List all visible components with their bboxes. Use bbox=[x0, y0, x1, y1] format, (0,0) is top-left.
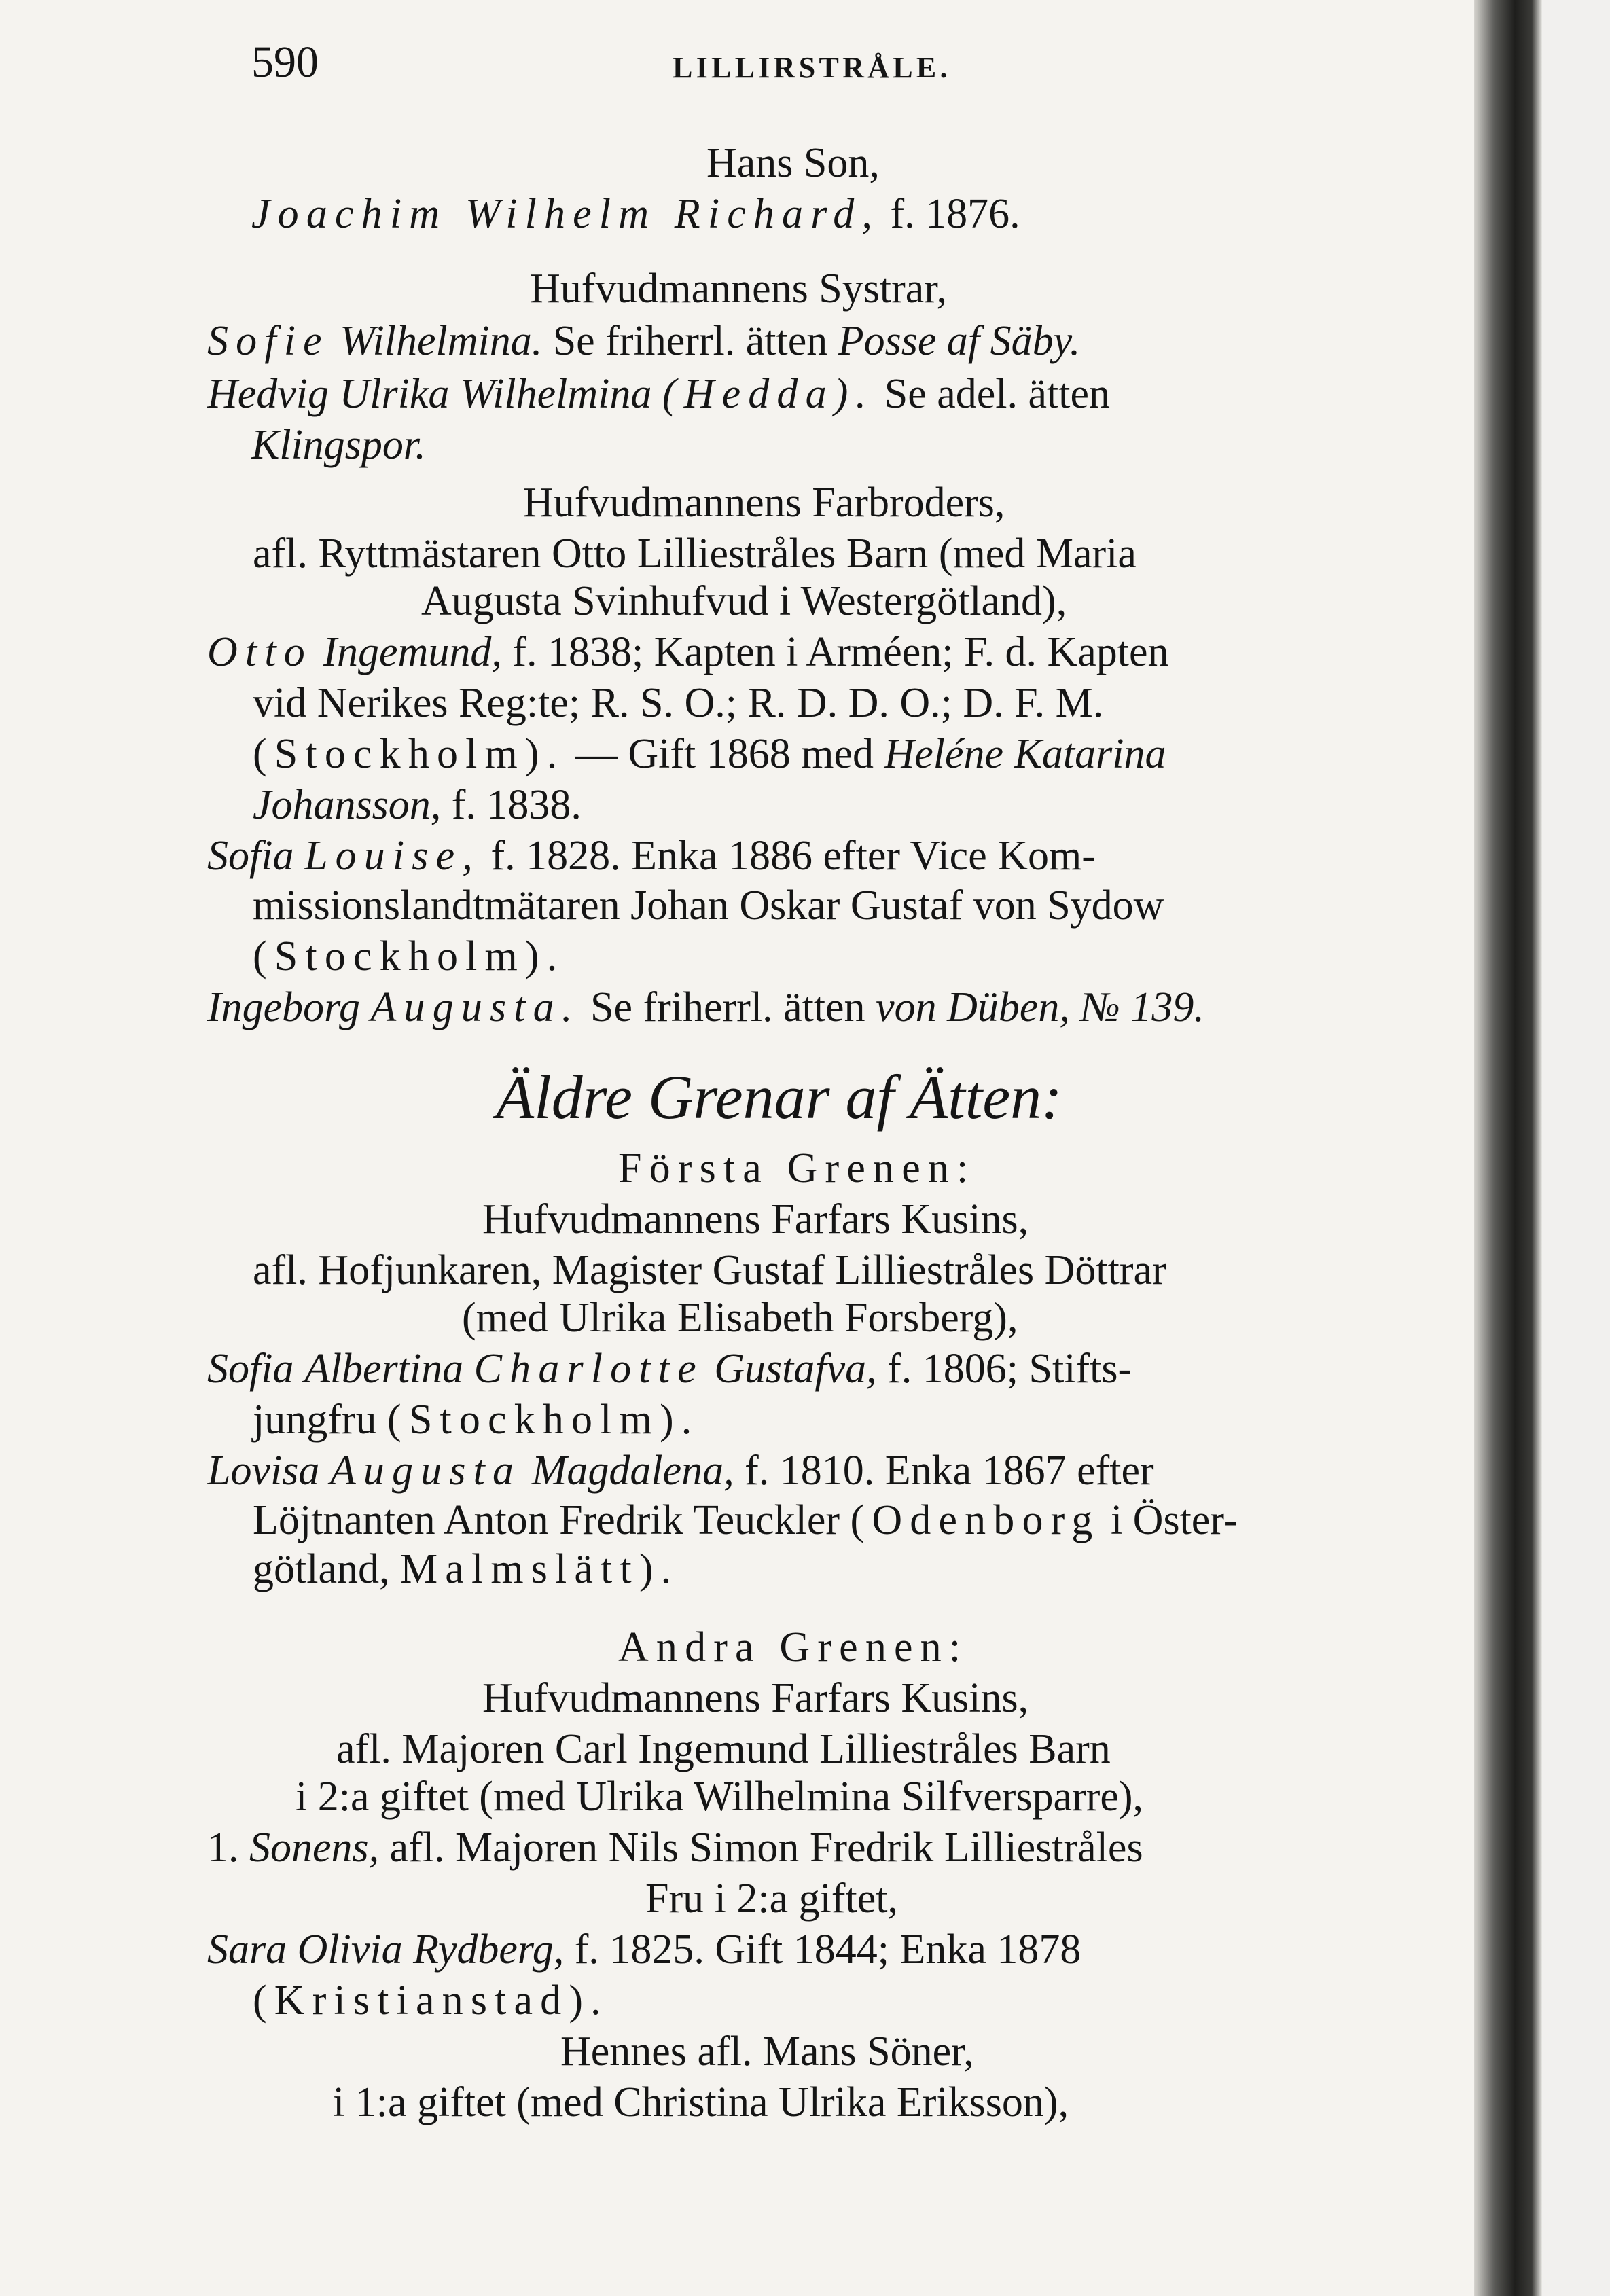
lovisa-entry bbox=[207, 1443, 1154, 1498]
sonens-entry bbox=[207, 1820, 1143, 1875]
sister2-name-b: (Hedda). bbox=[662, 371, 874, 417]
otto-line2: vid Nerikes Reg:te; R. S. O.; R. D. D. O.; D. F. M. bbox=[253, 680, 1104, 726]
lovisa-rest: f. 1810. Enka 1867 efter bbox=[745, 1448, 1154, 1494]
branch2-sub: Hufvudmannens Farfars Kusins, bbox=[482, 1675, 1029, 1721]
sofia-a-rest: f. 1806; Stifts- bbox=[887, 1346, 1132, 1392]
otto-line1-rest: f. 1838; Kapten i Arméen; F. d. Kapten bbox=[512, 629, 1169, 675]
branch2-line1: afl. Majoren Carl Ingemund Lilliestråles Barn bbox=[336, 1726, 1111, 1772]
sister2-family: Klingspor. bbox=[251, 422, 426, 468]
otto-name-b: Ingemund, bbox=[323, 629, 502, 675]
otto-wife-a: Heléne bbox=[884, 731, 1004, 777]
ingeborg-number: № 139. bbox=[1080, 984, 1204, 1030]
sara-name-b: Olivia bbox=[297, 1926, 403, 1973]
otto-wife-surname: Johansson, bbox=[253, 782, 442, 828]
ingeborg-ref: Se friherrl. ätten bbox=[590, 984, 865, 1030]
sonens-word: Sonens, bbox=[249, 1825, 380, 1871]
sister1-entry bbox=[207, 314, 1080, 368]
running-title: LILLIRSTRÅLE. bbox=[673, 51, 951, 84]
sofia-name-b: Louise, bbox=[304, 833, 480, 879]
sofia-name-a: Sofia bbox=[207, 833, 294, 879]
lovisa-name-b: Augusta bbox=[329, 1448, 522, 1494]
sara-name-c: Rydberg, bbox=[413, 1926, 565, 1973]
son-birth: f. 1876. bbox=[890, 191, 1020, 237]
otto-name-a: Otto bbox=[207, 629, 312, 675]
sister1-family: Posse af Säby. bbox=[838, 318, 1081, 364]
sister1-name-b: Wilhelmina. bbox=[340, 318, 543, 364]
lovisa-line2-c: i Öster- bbox=[1110, 1497, 1238, 1543]
sofia-line2: missionslandtmätaren Johan Oskar Gustaf von Sydow bbox=[253, 882, 1164, 929]
sister2-ref: Se adel. ätten bbox=[884, 371, 1110, 417]
hennes-line1: Hennes afl. Mans Söner, bbox=[560, 2028, 974, 2075]
sara-line2: (Kristianstad). bbox=[253, 1977, 609, 2024]
sofia-entry bbox=[207, 829, 1096, 883]
son-heading: Hans Son, bbox=[706, 140, 880, 186]
sonens-line2: Fru i 2:a giftet, bbox=[645, 1876, 898, 1922]
sonens-rest: afl. Majoren Nils Simon Fredrik Lilliestråles bbox=[389, 1825, 1143, 1871]
otto-wife-b: Katarina bbox=[1014, 731, 1166, 777]
otto-line3 bbox=[253, 727, 1166, 781]
ingeborg-name-b: Augusta. bbox=[370, 984, 580, 1030]
branch1-heading: Första Grenen: bbox=[618, 1145, 976, 1191]
branch1-line2: (med Ulrika Elisabeth Forsberg), bbox=[462, 1295, 1018, 1341]
otto-wife-birth: f. 1838. bbox=[451, 782, 582, 828]
sofia-albertina-entry bbox=[207, 1342, 1132, 1396]
otto-entry bbox=[207, 625, 1169, 679]
ingeborg-name-a: Ingeborg bbox=[207, 984, 360, 1030]
page-number: 590 bbox=[251, 37, 319, 87]
lovisa-line2-a: Löjtnanten Anton Fredrik Teuckler bbox=[253, 1497, 840, 1543]
branch2-heading: Andra Grenen: bbox=[618, 1624, 969, 1670]
page-margin bbox=[1542, 0, 1610, 2296]
sister1-ref: Se friherrl. ätten bbox=[552, 318, 828, 364]
sisters-heading: Hufvudmannens Systrar, bbox=[530, 266, 947, 312]
sofia-a-name-c: Charlotte bbox=[473, 1346, 704, 1392]
sara-rest: f. 1825. Gift 1844; Enka 1878 bbox=[574, 1926, 1081, 1973]
otto-marriage: — Gift 1868 med bbox=[575, 731, 874, 777]
uncle-heading: Hufvudmannens Farbroders, bbox=[523, 480, 1005, 526]
lovisa-line2 bbox=[253, 1493, 1237, 1547]
sara-entry bbox=[207, 1922, 1081, 1977]
sofia-albertina-line2 bbox=[253, 1393, 699, 1447]
sister2-name-a: Hedvig Ulrika Wilhelmina bbox=[207, 371, 652, 417]
sara-name-a: Sara bbox=[207, 1926, 287, 1973]
older-branches-heading: Äldre Grenar af Ätten: bbox=[496, 1062, 1062, 1132]
sister1-name-a: Sofie bbox=[207, 318, 329, 364]
otto-place: (Stockholm). bbox=[253, 731, 565, 777]
sofia-line3: (Stockholm). bbox=[253, 933, 565, 980]
hennes-line2: i 1:a giftet (med Christina Ulrika Eriksson), bbox=[333, 2079, 1069, 2125]
sister2-entry bbox=[207, 367, 1110, 421]
sofia-line1-rest: f. 1828. Enka 1886 efter Vice Kom- bbox=[490, 833, 1096, 879]
lovisa-line3-a: götland, bbox=[253, 1546, 390, 1592]
branch1-line1: afl. Hofjunkaren, Magister Gustaf Lilliestråles Döttrar bbox=[253, 1247, 1166, 1293]
lovisa-name-a: Lovisa bbox=[207, 1448, 320, 1494]
sofia-a-name-d: Gustafva, bbox=[714, 1346, 877, 1392]
otto-line4 bbox=[253, 778, 582, 832]
son-name: Joachim Wilhelm Richard, bbox=[251, 191, 880, 237]
ingeborg-entry bbox=[207, 980, 1204, 1035]
branch1-sub: Hufvudmannens Farfars Kusins, bbox=[482, 1196, 1029, 1242]
sofia-a-name-a: Sofia bbox=[207, 1346, 294, 1392]
lovisa-line3-b: Malmslätt). bbox=[399, 1546, 679, 1592]
uncle-line2: Augusta Svinhufvud i Westergötland), bbox=[421, 578, 1067, 624]
son-entry bbox=[251, 187, 1020, 241]
lovisa-name-c: Magdalena, bbox=[531, 1448, 734, 1494]
book-binding-shadow bbox=[1474, 0, 1542, 2296]
ingeborg-family: von Düben, bbox=[876, 984, 1070, 1030]
sonens-num: 1. bbox=[207, 1825, 239, 1871]
lovisa-line3 bbox=[253, 1542, 679, 1596]
branch2-line2: i 2:a giftet (med Ulrika Wilhelmina Silfversparre), bbox=[296, 1774, 1144, 1820]
uncle-line1: afl. Ryttmästaren Otto Lilliestråles Barn (med Maria bbox=[253, 531, 1137, 577]
sofia-a-name-b: Albertina bbox=[304, 1346, 464, 1392]
lovisa-line2-b: (Odenborg bbox=[850, 1497, 1101, 1543]
sofia-a-line2-b: (Stockholm). bbox=[387, 1397, 700, 1443]
sofia-a-line2-a: jungfru bbox=[253, 1397, 377, 1443]
